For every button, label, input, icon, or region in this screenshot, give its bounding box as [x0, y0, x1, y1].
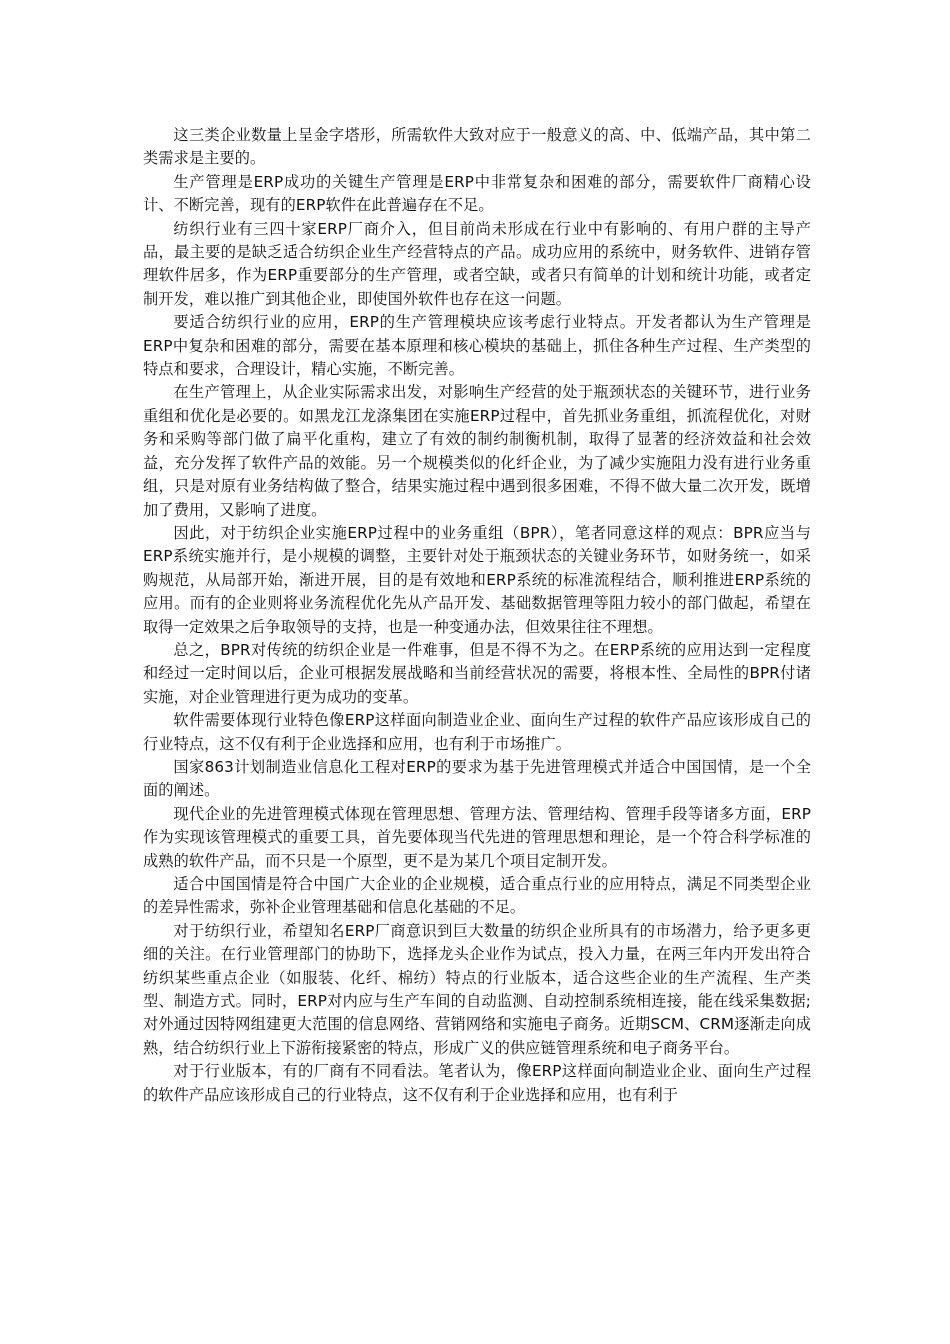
paragraph: 在生产管理上，从企业实际需求出发，对影响生产经营的处于瓶颈状态的关键环节，进行业务重组和优化是必要的。如黑龙江龙涤集团在实施ERP过程中，首先抓业务重组，抓流程优化，对财务和采购等部门做了扁平化重构，建立了有效的制约制衡机制，取得了显著的经济效益和社会效益，充分发挥了软件产品的效能。另一个规模类似的化纤企业，为了减少实施阻力没有进行业务重组，只是对原有业务结构做了整合，结果实施过程中遇到很多困难，不得不做大量二次开发，既增加了费用，又影响了进度。 [143, 383, 811, 519]
paragraph: 对于行业版本，有的厂商有不同看法。笔者认为，像ERP这样面向制造业企业、面向生产过程的软件产品应该形成自己的行业特点，这不仅有利于企业选择和应用，也有利于 [143, 1062, 811, 1104]
paragraph: 国家863计划制造业信息化工程对ERP的要求为基于先进管理模式并适合中国国情，是一个全面的阐述。 [143, 757, 811, 800]
paragraph: 总之，BPR对传统的纺织企业是一件难事，但是不得不为之。在ERP系统的应用达到一定程度和经过一定时间以后，企业可根据发展战略和当前经营状况的需要，将根本性、全局性的BPR付诸实施，对企业管理进行更为成功的变革。 [143, 640, 811, 706]
paragraph: 这三类企业数量上呈金字塔形，所需软件大致对应于一般意义的高、中、低端产品，其中第二类需求是主要的。 [143, 126, 811, 168]
paragraph: 软件需要体现行业特色像ERP这样面向制造业企业、面向生产过程的软件产品应该形成自己的行业特点，这不仅有利于企业选择和应用，也有利于市场推广。 [143, 711, 811, 753]
document-body [143, 124, 811, 1107]
paragraph: 对于纺织行业，希望知名ERP厂商意识到巨大数量的纺织企业所具有的市场潜力，给予更多更细的关注。在行业管理部门的协助下，选择龙头企业作为试点，投入力量，在两三年内开发出符合纺织某些重点企业（如服装、化纤、棉纺）特点的行业版本，适合这些企业的生产流程、生产类型、制造方式。同时，ERP对内应与生产车间的自动监测、自动控制系统相连接，能在线采集数据;对外通过因特网组建更大范围的信息网络、营销网络和实施电子商务。近期SCM、CRM逐渐走向成熟，结合纺织行业上下游衔接紧密的特点，形成广义的供应链管理系统和电子商务平台。 [143, 921, 811, 1057]
paragraph: 因此，对于纺织企业实施ERP过程中的业务重组（BPR），笔者同意这样的观点：BPR应当与ERP系统实施并行，是小规模的调整，主要针对处于瓶颈状态的关键业务环节，如财务统一，如采购规范，从局部开始，渐进开展，目的是有效地和ERP系统的标准流程结合，顺利推进ERP系统的应用。而有的企业则将业务流程优化先从产品开发、基础数据管理等阻力较小的部门做起，希望在取得一定效果之后争取领导的支持，也是一种变通办法，但效果往往不理想。 [143, 523, 811, 636]
paragraph: 现代企业的先进管理模式体现在管理思想、管理方法、管理结构、管理手段等诸多方面，ERP作为实现该管理模式的重要工具，首先要体现当代先进的管理思想和理论，是一个符合科学标准的成熟的软件产品，而不只是一个原型，更不是为某几个项目定制开发。 [143, 804, 811, 870]
paragraph: 适合中国国情是符合中国广大企业的企业规模，适合重点行业的应用特点，满足不同类型企业的差异性需求，弥补企业管理基础和信息化基础的不足。 [143, 875, 811, 917]
paragraph: 纺织行业有三四十家ERP厂商介入，但目前尚未形成在行业中有影响的、有用户群的主导产品，最主要的是缺乏适合纺织企业生产经营特点的产品。成功应用的系统中，财务软件、进销存管理软件居多，作为ERP重要部分的生产管理，或者空缺，或者只有简单的计划和统计功能，或者定制开发，难以推广到其他企业，即使国外软件也存在这一问题。 [143, 219, 811, 308]
paragraph: 要适合纺织行业的应用，ERP的生产管理模块应该考虑行业特点。开发者都认为生产管理是ERP中复杂和困难的部分，需要在基本原理和核心模块的基础上，抓住各种生产过程、生产类型的特点和要求，合理设计，精心实施，不断完善。 [143, 313, 811, 379]
paragraph: 生产管理是ERP成功的关键生产管理是ERP中非常复杂和困难的部分，需要软件厂商精心设计、不断完善，现有的ERP软件在此普遍存在不足。 [143, 172, 811, 215]
